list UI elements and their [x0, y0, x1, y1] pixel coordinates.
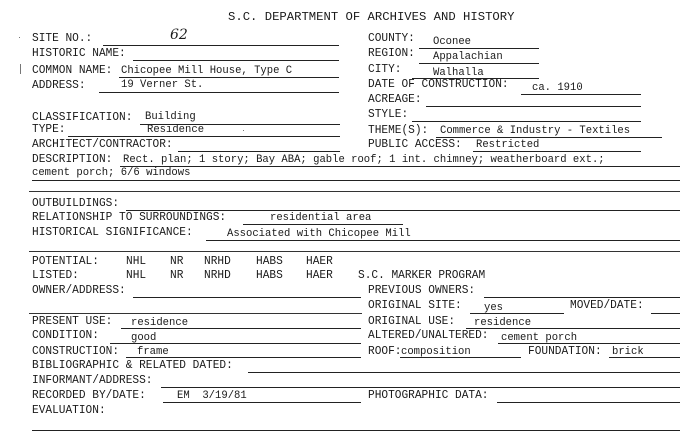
present-use-value: residence — [131, 317, 189, 329]
listed-label: LISTED: — [32, 269, 79, 282]
altered-line — [498, 343, 680, 344]
county-line — [419, 48, 539, 49]
condition-line — [110, 343, 361, 344]
listed-option-habs: HABS — [256, 269, 283, 282]
description-underline-1 — [120, 166, 680, 167]
site-no-label: SITE NO.: — [32, 32, 93, 45]
region-label: REGION: — [368, 47, 415, 60]
relationship-label: RELATIONSHIP TO SURROUNDINGS: — [32, 211, 227, 224]
original-use-label: ORIGINAL USE: — [368, 315, 456, 328]
original-use-line — [466, 328, 680, 329]
photographic-label: PHOTOGRAPHIC DATA: — [368, 389, 489, 402]
potential-option-nrhd: NRHD — [204, 255, 231, 268]
address-line — [99, 92, 339, 93]
potential-label: POTENTIAL: — [32, 255, 99, 268]
style-label: STYLE: — [368, 108, 409, 121]
altered-label: ALTERED/UNALTERED: — [368, 329, 489, 342]
theme-line — [436, 137, 662, 138]
listed-option-haer: HAER — [306, 269, 333, 282]
photographic-line — [497, 402, 680, 403]
listed-option-nhl: NHL — [126, 269, 147, 282]
date-construction-line — [521, 94, 641, 95]
foundation-value: brick — [612, 346, 644, 358]
scan-speck — [243, 130, 244, 131]
acreage-line — [426, 106, 641, 107]
informant-line — [161, 387, 680, 388]
significance-line — [206, 240, 680, 241]
condition-value: good — [131, 332, 157, 344]
original-use-value: residence — [474, 317, 532, 329]
altered-value: cement porch — [501, 332, 578, 344]
potential-option-haer: HAER — [306, 255, 333, 268]
city-value: Walhalla — [433, 67, 484, 79]
previous-owners-line — [484, 297, 680, 298]
recorded-label: RECORDED BY/DATE: — [32, 389, 146, 402]
listed-option-nr: NR — [170, 269, 184, 282]
marker-program-heading: S.C. MARKER PROGRAM — [358, 269, 486, 282]
architect-label: ARCHITECT/CONTRACTOR: — [32, 138, 173, 151]
bibliographic-label: BIBLIOGRAPHIC & RELATED DATED: — [32, 359, 233, 372]
outbuildings-label: OUTBUILDINGS: — [32, 197, 120, 210]
roof-value: composition — [401, 346, 471, 358]
common-name-value: Chicopee Mill House, Type C — [121, 65, 293, 77]
site-no-value: 62 — [170, 27, 188, 43]
region-value: Appalachian — [433, 51, 503, 63]
type-line — [68, 136, 340, 137]
recorded-value: EM 3/19/81 — [177, 390, 247, 402]
site-no-line — [103, 45, 339, 46]
classification-value: Building — [145, 111, 196, 123]
description-line-1: Rect. plan; 1 story; Bay ABA; gable roof; 1 int. chimney; weatherboard ext.; — [123, 154, 605, 166]
county-value: Oconee — [433, 36, 472, 48]
section-divider — [29, 191, 680, 192]
relationship-value: residential area — [270, 212, 372, 224]
scan-speck — [20, 64, 21, 74]
public-access-label: PUBLIC ACCESS: — [368, 138, 462, 151]
historic-name-label: HISTORIC NAME: — [32, 47, 126, 60]
construction-value: frame — [137, 346, 169, 358]
bibliographic-line — [248, 372, 680, 373]
relationship-line — [243, 224, 403, 225]
informant-label: INFORMANT/ADDRESS: — [32, 374, 153, 387]
description-line-2: cement porch; 6/6 windows — [32, 167, 191, 179]
evaluation-label: EVALUATION: — [32, 404, 106, 417]
previous-owners-label: PREVIOUS OWNERS: — [368, 284, 476, 297]
section-divider — [29, 313, 362, 314]
scan-speck — [19, 37, 20, 38]
moved-date-line — [651, 313, 680, 314]
type-label: TYPE: — [32, 123, 66, 136]
present-use-label: PRESENT USE: — [32, 315, 113, 328]
potential-option-nhl: NHL — [126, 255, 147, 268]
acreage-label: ACREAGE: — [368, 93, 422, 106]
public-access-line — [473, 151, 641, 152]
original-site-label: ORIGINAL SITE: — [368, 299, 462, 312]
common-name-line — [119, 77, 339, 78]
city-label: CITY: — [368, 63, 402, 76]
evaluation-line — [32, 430, 680, 431]
construction-label: CONSTRUCTION: — [32, 345, 120, 358]
common-name-label: COMMON NAME: — [32, 64, 113, 77]
construction-line — [126, 357, 361, 358]
owner-address-label: OWNER/ADDRESS: — [32, 284, 126, 297]
foundation-label: FOUNDATION: — [528, 345, 602, 358]
owner-address-line — [133, 297, 361, 298]
county-label: COUNTY: — [368, 32, 415, 45]
form-title: S.C. DEPARTMENT OF ARCHIVES AND HISTORY — [228, 10, 515, 24]
region-line — [419, 63, 539, 64]
date-construction-value: ca. 1910 — [532, 82, 583, 94]
theme-value: Commerce & Industry - Textiles — [440, 125, 631, 137]
architect-line — [178, 151, 340, 152]
address-value: 19 Verner St. — [121, 79, 204, 91]
theme-label: THEME(S): — [368, 124, 429, 137]
public-access-value: Restricted — [476, 139, 540, 151]
condition-label: CONDITION: — [32, 329, 99, 342]
historic-name-line — [133, 60, 339, 61]
significance-value: Associated with Chicopee Mill — [227, 228, 411, 240]
classification-label: CLASSIFICATION: — [32, 111, 133, 124]
roof-label: ROOF: — [368, 345, 402, 358]
present-use-line — [121, 328, 361, 329]
potential-option-habs: HABS — [256, 255, 283, 268]
date-construction-label: DATE OF CONSTRUCTION: — [368, 78, 509, 91]
listed-option-nrhd: NRHD — [204, 269, 231, 282]
potential-option-nr: NR — [170, 255, 184, 268]
address-label: ADDRESS: — [32, 79, 86, 92]
original-site-value: yes — [484, 302, 504, 314]
roof-line — [400, 357, 521, 358]
moved-date-label: MOVED/DATE: — [570, 299, 644, 312]
foundation-line — [609, 357, 680, 358]
description-label: DESCRIPTION: — [32, 153, 113, 166]
style-line — [412, 121, 641, 122]
significance-label: HISTORICAL SIGNIFICANCE: — [32, 226, 193, 239]
recorded-line — [163, 402, 361, 403]
type-value: Residence — [147, 124, 205, 136]
section-divider — [29, 251, 680, 252]
description-underline-2 — [32, 180, 680, 181]
original-site-line — [470, 313, 564, 314]
